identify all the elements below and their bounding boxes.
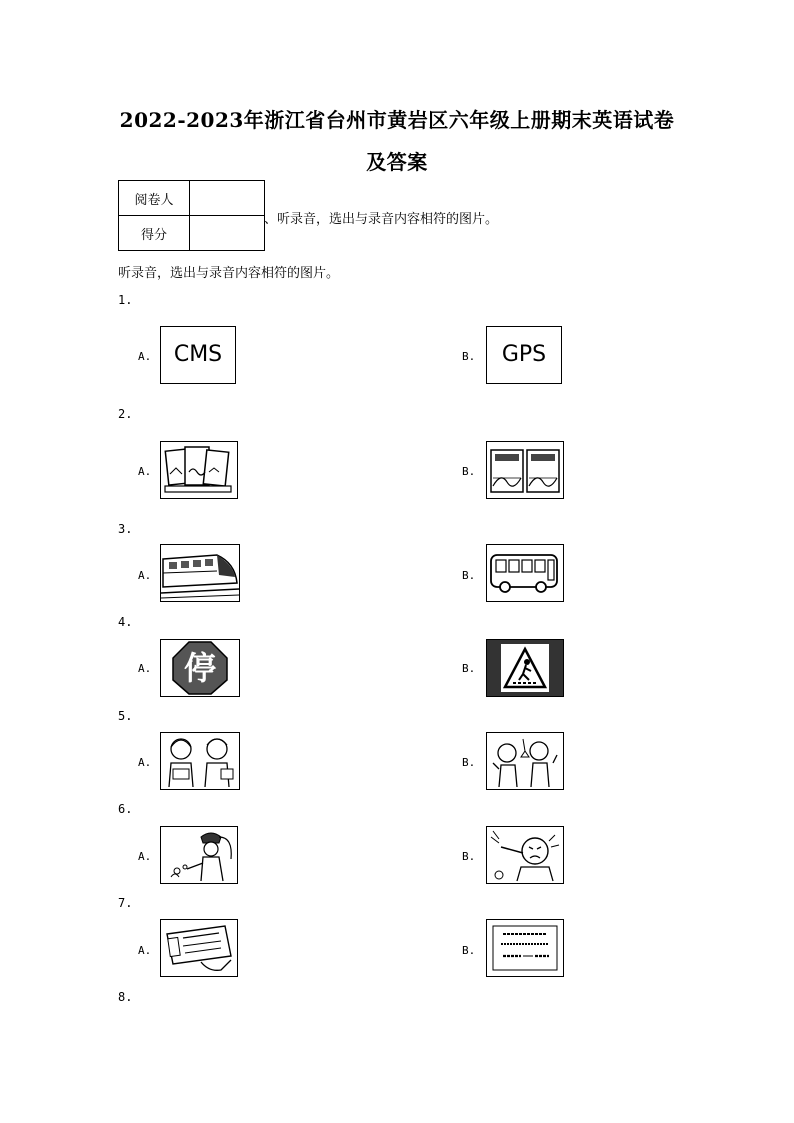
option-image-6b[interactable] xyxy=(486,826,564,884)
two-children-reading-icon xyxy=(161,733,239,789)
bus-icon xyxy=(487,545,563,601)
page-title-continued: 及答案 xyxy=(366,150,428,174)
question-number-2: 2. xyxy=(118,407,133,421)
option-image-1b[interactable] xyxy=(486,326,562,384)
reviewer-label: 阅卷人 xyxy=(119,181,190,216)
option-image-7b[interactable] xyxy=(486,919,564,977)
question-number-7: 7. xyxy=(118,896,133,910)
section-heading: 、听录音，选出与录音内容相符的图片。 xyxy=(264,212,499,227)
two-children-science-icon xyxy=(487,733,563,789)
instruction: 听录音，选出与录音内容相符的图片。 xyxy=(118,266,340,281)
option-letter-2b: B. xyxy=(462,465,476,478)
option-image-5a[interactable] xyxy=(160,732,240,790)
option-image-4a[interactable] xyxy=(160,639,240,697)
cms-label: CMS xyxy=(173,342,223,367)
option-letter-2a: A. xyxy=(138,465,152,478)
option-letter-1a: A. xyxy=(138,350,152,363)
question-number-4: 4. xyxy=(118,615,133,629)
question-number-3: 3. xyxy=(118,522,133,536)
option-letter-7b: B. xyxy=(462,944,476,957)
gps-label: GPS xyxy=(501,342,547,367)
train-ticket-icon xyxy=(487,920,563,976)
question-number-6: 6. xyxy=(118,802,133,816)
reviewer-cell xyxy=(190,181,265,216)
option-letter-4b: B. xyxy=(462,662,476,675)
option-letter-7a: A. xyxy=(138,944,152,957)
option-image-3b[interactable] xyxy=(486,544,564,602)
option-image-3a[interactable] xyxy=(160,544,240,602)
crosswalk-sign-icon xyxy=(487,640,563,696)
question-number-5: 5. xyxy=(118,709,133,723)
question-number-1: 1. xyxy=(118,293,133,307)
comic-books-icon xyxy=(487,442,563,498)
police-officer-icon xyxy=(161,827,237,883)
option-image-2a[interactable] xyxy=(160,441,238,499)
option-image-5b[interactable] xyxy=(486,732,564,790)
option-letter-5b: B. xyxy=(462,756,476,769)
option-image-1a[interactable] xyxy=(160,326,236,384)
score-table xyxy=(118,180,265,251)
train-icon xyxy=(161,545,239,601)
option-letter-1b: B. xyxy=(462,350,476,363)
question-number-8: 8. xyxy=(118,990,133,1004)
option-letter-3b: B. xyxy=(462,569,476,582)
option-image-4b[interactable] xyxy=(486,639,564,697)
option-letter-6b: B. xyxy=(462,850,476,863)
option-letter-5a: A. xyxy=(138,756,152,769)
stop-sign-text: 停 xyxy=(183,649,216,687)
option-image-2b[interactable] xyxy=(486,441,564,499)
page-title: 2022-2023年浙江省台州市黄岩区六年级上册期末英语试卷 xyxy=(119,108,675,132)
storybooks-icon xyxy=(161,442,237,498)
option-letter-3a: A. xyxy=(138,569,152,582)
option-image-6a[interactable] xyxy=(160,826,238,884)
option-letter-6a: A. xyxy=(138,850,152,863)
score-label: 得分 xyxy=(119,216,190,251)
option-image-7a[interactable] xyxy=(160,919,238,977)
angry-man-icon xyxy=(487,827,563,883)
score-cell xyxy=(190,216,265,251)
book-in-hand-icon xyxy=(161,920,237,976)
option-letter-4a: A. xyxy=(138,662,152,675)
